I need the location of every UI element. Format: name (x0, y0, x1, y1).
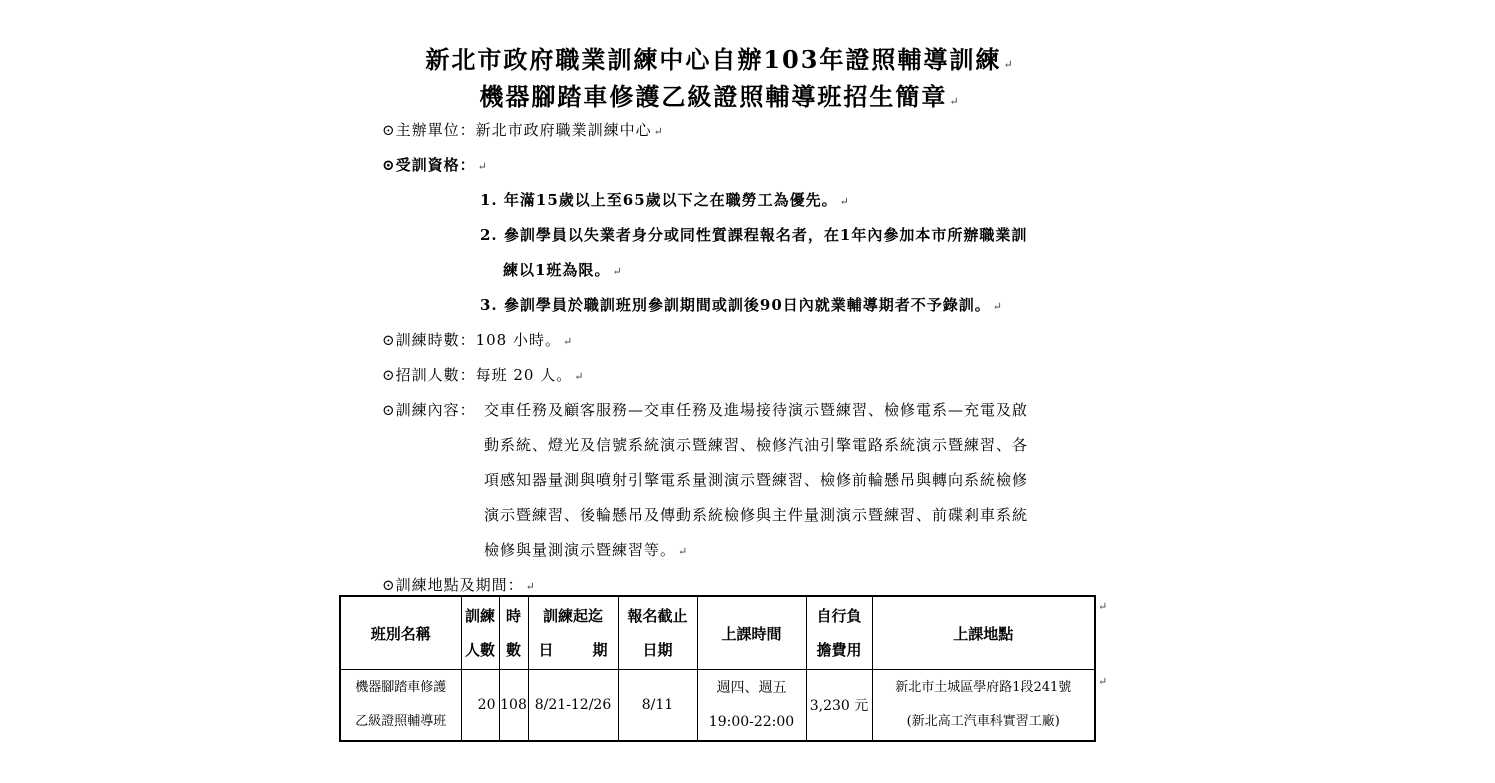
document-title-line1: 新北市政府職業訓練中心自辦103年證照輔導訓練 ↵ (425, 45, 1015, 74)
header-location: 上課地點 (872, 596, 1095, 670)
cell-fee: 3,230 元 (806, 670, 872, 742)
content-line-3: 項感知器量測與噴射引擎電系量測演示暨練習、檢修前輪懸吊與轉向系統檢修 (484, 471, 1029, 489)
document-title-line2: 機器腳踏車修護乙級證照輔導班招生簡章 ↵ (479, 82, 961, 111)
training-hours-line: ⊙訓練時數：108 小時。 ↵ (382, 331, 574, 349)
content-line-5: 檢修與量測演示暨練習等。 ↵ (484, 541, 689, 559)
cell-class-name: 機器腳踏車修護 乙級證照輔導班 (340, 670, 461, 742)
eligibility-item-3: 3. 參訓學員於職訓班別參訓期間或訓後90日內就業輔導期者不予錄訓。 ↵ (480, 296, 1003, 314)
content-line-2: 動系統、燈光及信號系統演示暨練習、檢修汽油引擎電路系統演示暨練習、各 (484, 436, 1029, 454)
content-line-1: 交車任務及顧客服務—交車任務及進場接待演示暨練習、檢修電系—充電及啟 (484, 401, 1029, 419)
table-row (340, 670, 1095, 742)
content-heading: ⊙訓練內容： (382, 401, 476, 419)
header-hours: 時 數 (499, 596, 528, 670)
eligibility-item-1: 1. 年滿15歲以上至65歲以下之在職勞工為優先。 ↵ (480, 191, 850, 209)
header-trainees: 訓練 人數 (461, 596, 499, 670)
eligibility-heading: ⊙受訓資格： ↵ (382, 156, 488, 174)
cell-location: 新北市土城區學府路1段241號 (新北高工汽車科實習工廠) (872, 670, 1095, 742)
content-line-4: 演示暨練習、後輪懸吊及傳動系統檢修與主件量測演示暨練習、前碟剎車系統 (484, 506, 1029, 524)
header-deadline: 報名截止 日期 (618, 596, 697, 670)
eligibility-item-2-cont: 練以1班為限。 ↵ (503, 261, 623, 279)
training-schedule-table (339, 595, 1096, 742)
eligibility-item-2: 2. 參訓學員以失業者身分或同性質課程報名者，在1年內參加本市所辦職業訓 (480, 226, 1028, 244)
cell-hours: 108 (499, 670, 528, 742)
cell-deadline: 8/11 (618, 670, 697, 742)
header-class-time: 上課時間 (697, 596, 806, 670)
location-heading: ⊙訓練地點及期間： ↵ (382, 576, 536, 594)
row-end-mark-1: ↵ (1098, 600, 1108, 613)
organizer-line: ⊙主辦單位：新北市政府職業訓練中心 ↵ (382, 121, 664, 139)
cell-trainees: 20 (461, 670, 499, 742)
cell-class-time: 週四、週五 19:00-22:00 (697, 670, 806, 742)
header-fee: 自行負 擔費用 (806, 596, 872, 670)
row-end-mark-2: ↵ (1098, 675, 1108, 688)
header-class-name: 班別名稱 (340, 596, 461, 670)
table-header-row (340, 596, 1095, 670)
enrollment-line: ⊙招訓人數：每班 20 人。 ↵ (382, 366, 585, 384)
cell-period: 8/21-12/26 (528, 670, 618, 742)
header-period: 訓練起迄 日 期 (528, 596, 618, 670)
